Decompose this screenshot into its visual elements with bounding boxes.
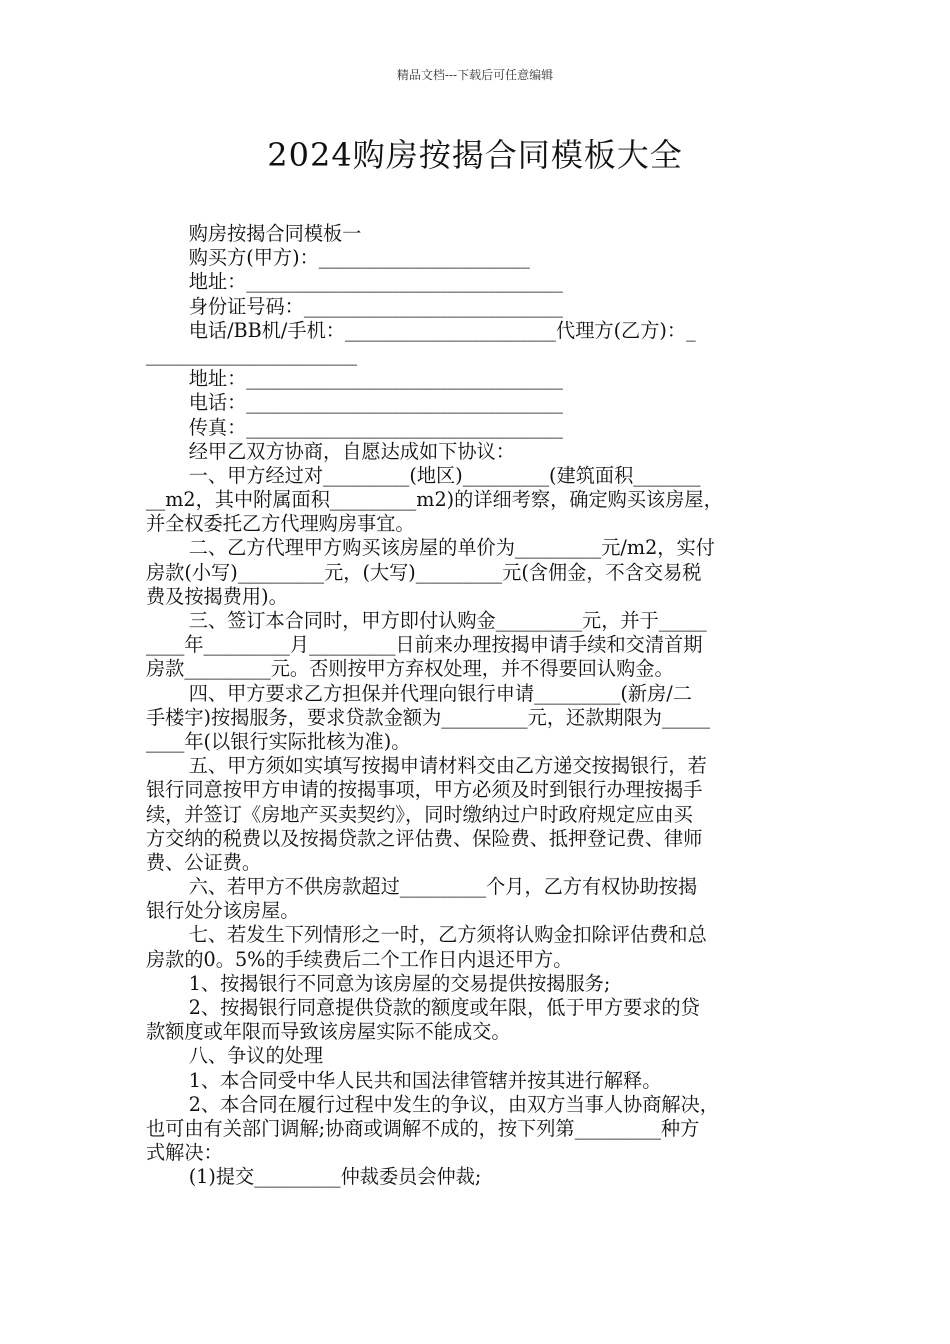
body-line: 费及按揭费用)。 (146, 584, 288, 608)
contract-body (146, 222, 810, 1190)
body-line: 房款(小写)_________元，(大写)_________元(含佣金，不含交易税 (146, 560, 702, 584)
body-line: 八、争议的处理 (146, 1044, 324, 1068)
body-line: 七、若发生下列情形之一时，乙方须将认购金扣除评估费和总 (146, 923, 707, 947)
body-line: 银行同意按甲方申请的按揭事项，甲方必须及时到银行办理按揭手 (146, 778, 703, 802)
body-line: 地址：_________________________________ (146, 367, 563, 391)
body-line: 2、本合同在履行过程中发生的争议，由双方当事人协商解决， (146, 1092, 719, 1116)
body-line: 并全权委托乙方代理购房事宜。 (146, 512, 415, 536)
body-line: ____年(以银行实际批核为准)。 (146, 729, 411, 753)
body-line: 购房按揭合同模板一 (146, 222, 362, 245)
body-line: 电话：_________________________________ (146, 391, 563, 415)
body-line: (1)提交_________仲裁委员会仲裁; (146, 1165, 482, 1189)
body-line: 银行处分该房屋。 (146, 899, 300, 923)
body-line: 1、本合同受中华人民共和国法律管辖并按其进行解释。 (146, 1068, 662, 1092)
body-line: 五、甲方须如实填写按揭申请材料交由乙方递交按揭银行，若 (146, 754, 707, 778)
body-line: 续，并签订《房地产买卖契约》，同时缴纳过户时政府规定应由买 (146, 802, 693, 826)
body-line: 房款的0。5%的手续费后二个工作日内退还甲方。 (146, 947, 573, 971)
body-line: 2、按揭银行同意提供贷款的额度或年限，低于甲方要求的贷 (146, 996, 700, 1019)
body-line: 二、乙方代理甲方购买该房屋的单价为_________元/m2，实付 (146, 536, 715, 560)
body-line: 购买方(甲方)：______________________ (146, 246, 530, 270)
body-line: 电话/BB机/手机：______________________代理方(乙方)：_ (146, 318, 696, 342)
body-line: 经甲乙双方协商，自愿达成如下协议： (146, 439, 515, 463)
body-line: 1、按揭银行不同意为该房屋的交易提供按揭服务; (146, 971, 611, 995)
body-line: 三、签订本合同时，甲方即付认购金_________元，并于_____ (146, 609, 707, 632)
body-line: 房款_________元。否则按甲方弃权处理，并不得要回认购金。 (146, 657, 674, 681)
body-line: __m2，其中附属面积_________m2)的详细考察，确定购买该房屋， (146, 488, 723, 512)
body-line: ______________________ (146, 342, 358, 366)
body-line: 四、甲方要求乙方担保并代理向银行申请_________(新房/二 (146, 681, 692, 705)
body-line: 地址：_________________________________ (146, 270, 563, 294)
document-title: 2024购房按揭合同模板大全 (267, 136, 683, 174)
header-note: 精品文档---下载后可任意编辑 (396, 68, 554, 82)
body-line: 传真：_________________________________ (146, 415, 563, 439)
body-line: 式解决： (146, 1141, 223, 1165)
body-line: 六、若甲方不供房款超过_________个月，乙方有权协助按揭 (146, 875, 698, 899)
body-line: 身份证号码：___________________________ (146, 294, 563, 318)
body-line: ____年_________月_________日前来办理按揭申请手续和交清首期 (146, 633, 703, 657)
body-line: 款额度或年限而导致该房屋实际不能成交。 (146, 1020, 511, 1044)
body-line: 一、甲方经过对_________(地区)_________(建筑面积_______ (146, 463, 701, 487)
body-line: 也可由有关部门调解;协商或调解不成的，按下列第_________种方 (146, 1116, 700, 1140)
body-line: 手楼宇)按揭服务，要求贷款金额为_________元，还款期限为_____ (146, 705, 710, 729)
body-line: 费、公证费。 (146, 850, 262, 874)
body-line: 方交纳的税费以及按揭贷款之评估费、保险费、抵押登记费、律师 (146, 826, 703, 850)
